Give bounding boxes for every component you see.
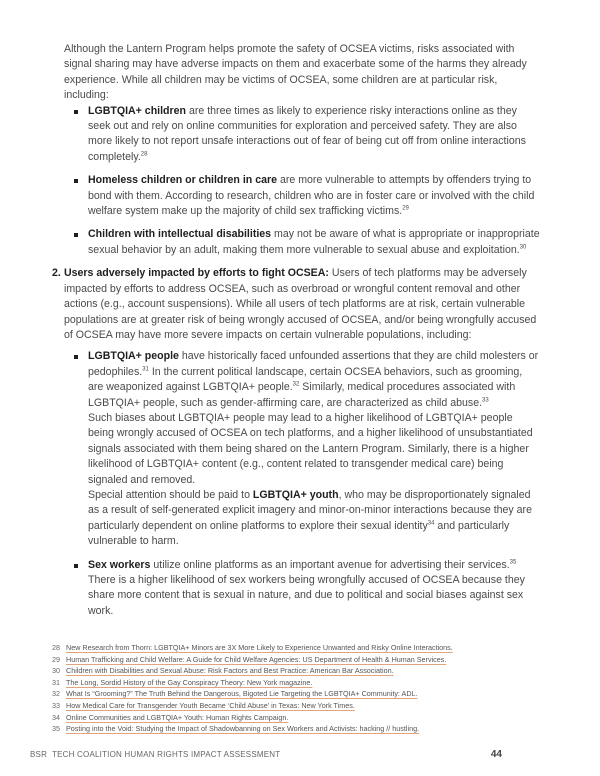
footnote-32: 32 What Is “Grooming?” The Truth Behind the Dangerous, Bigoted Lie Targeting the LGBTQIA+ Community: ADL. (52, 689, 418, 699)
footnote-ref[interactable]: 28 (140, 151, 148, 158)
footnote-link[interactable]: Online Communities and LGBTQIA+ Youth: Human Rights Campaign. (66, 712, 289, 722)
footnote-link[interactable]: How Medical Care for Transgender Youth Became ‘Child Abuse’ in Texas: New York Times. (66, 700, 355, 710)
footnote-link[interactable]: New Research from Thorn: LGBTQIA+ Minors are 3X More Likely to Experience Unwanted and Risky Online Interactions. (66, 643, 453, 652)
at-risk-children-list (64, 104, 540, 259)
footnote-link[interactable]: Posting into the Void: Studying the Impact of Shadowbanning on Sex Workers and Activists: hacking // hustling. (66, 724, 420, 734)
footnote-link[interactable]: The Long, Sordid History of the Gay Conspiracy Theory: New York magazine. (66, 677, 313, 687)
list-item-intellectual-disabilities: Children with intellectual disabilities may not be aware of what is appropriate or inappropriate sexual behavior by an adult, making them more vulnerable to sexual abuse and exploitation.$^{30}$ (88, 227, 540, 258)
page-footer (30, 750, 502, 759)
footnote-ref[interactable]: 35 (509, 559, 517, 566)
bullet-heading: Homeless children or children in care (88, 174, 277, 187)
footnote-link[interactable]: Children with Disabilities and Sexual Abuse: Risk Factors and Best Practice: American Bar Association. (66, 666, 394, 676)
footnote-35: 35 Posting into the Void: Studying the Impact of Shadowbanning on Sex Workers and Activists: hacking // hustling. (52, 724, 420, 734)
section-2-heading: Users adversely impacted by efforts to fight OCSEA: (64, 267, 329, 280)
footnote-ref[interactable]: 33 (482, 397, 489, 403)
footnote-link[interactable]: What Is “Grooming?” The Truth Behind the Dangerous, Bigoted Lie Targeting the LGBTQIA+ Community: ADL. (66, 689, 418, 699)
bullet-heading: LGBTQIA+ people (88, 350, 179, 363)
list-item-lgbtqia-children: LGBTQIA+ children are three times as likely to experience risky interactions online as they seek out and rely on online communities for exploration and perceived safety. They are also more likely to not report unsafe interactions out of fear of being cut off from online interactions completely.$^{28}$ (88, 104, 540, 166)
footnote-28: 28 New Research from Thorn: LGBTQIA+ Minors are 3X More Likely to Experience Unwanted and Risky Online Interactions. (52, 643, 453, 652)
bullet-heading: LGBTQIA+ children (88, 104, 187, 117)
list-item-homeless-children: Homeless children or children in care are more vulnerable to attempts by offenders trying to bond with them. According to research, children who are in foster care or involved with the child welfare system make up the majority of child sex trafficking victims.$^{29}$ (88, 173, 540, 219)
section-2-paragraph: Users adversely impacted by efforts to fight OCSEA: Users of tech platforms may be adversely impacted by efforts to address OCSEA, such as overbroad or wrongful content removal and other actions (e.g., account suspensions). While all users of tech platforms are at risk, certain vulnerable populations are at greater risk of being wrongly accused of OCSEA, and/or being wrongfully accused of OCSEA may have more severe impacts on certain vulnerable populations, including: (64, 267, 537, 341)
footnote-ref[interactable]: 31 (142, 366, 149, 373)
biases-paragraph: Such biases about LGBTQIA+ people may lead to a higher likelihood of LGBTQIA+ people being wrongly accused of OCSEA on tech platforms, and a higher likelihood of unsubstantiated signals associated with them being shared on the Lantern Program. Similarly, there is a higher likelihood of LGBTQIA+ content (e.g., content related to transgender medical care) being signaled and removed. (88, 411, 533, 486)
footnote-ref[interactable]: 34 (427, 520, 435, 527)
affected-users-list (64, 349, 540, 619)
list-item-lgbtqia-people: LGBTQIA+ people have historically faced unfounded assertions that they are child molesters or pedophiles.$^{31}$ In the current political landscape, certain OCSEA behaviors, such as grooming, are weaponized against LGBTQIA+ people.$^{32}$ Similarly, medical procedures associated with LGBTQIA+ people, such as gender-affirming care, are characterized as child abuse.$^{33}$ Such biases about LGBTQIA+ people may lead to a higher likelihood of LGBTQIA+ people being wrongly accused of OCSEA on tech platforms, and a higher likelihood of unsubstantiated signals associated with them being shared on the Lantern Program. Similarly, there is a higher likelihood of LGBTQIA+ content (e.g., content related to transgender medical care) being signaled and removed. Special attention should be paid to LGBTQIA+ youth, who may be disproportionately signaled as a result of self-generated explicit imagery and minor-on-minor interactions because they are particularly dependent on online platforms to explore their sexual identity$^{34}$ and particularly vulnerable to harm. (88, 349, 540, 549)
footnote-30: 30 Children with Disabilities and Sexual Abuse: Risk Factors and Best Practice: American Bar Association. (52, 666, 394, 676)
page-number: 44 (490, 749, 502, 760)
footnote-31: 31 The Long, Sordid History of the Gay Conspiracy Theory: New York magazine. (52, 677, 313, 687)
footer-org: BSR (30, 750, 48, 759)
footnote-ref[interactable]: 30 (519, 244, 527, 251)
bullet-heading: Sex workers (88, 558, 151, 571)
footnote-link[interactable]: Human Trafficking and Child Welfare: A Guide for Child Welfare Agencies: US Department of Health & Human Services. (66, 654, 447, 664)
intro-paragraph: Although the Lantern Program helps promote the safety of OCSEA victims, risks associated with signal sharing may have adverse impacts on them and exacerbate some of the harms they already experience. While all children may be victims of OCSEA, some children are at particular risk, including: (64, 43, 527, 102)
lgbtqia-youth-paragraph: Special attention should be paid to LGBTQIA+ youth, who may be disproportionately signaled as a result of self-generated explicit imagery and minor-on-minor interactions because they are particularly dependent on online platforms to explore their sexual identity$^{34}$ and particularly vulnerable to harm. (88, 488, 532, 548)
numbered-item-2 (52, 266, 540, 619)
list-item-sex-workers: Sex workers utilize online platforms as an important avenue for advertising their services.$^{35}$ There is a higher likelihood of sex workers being wrongfully accused of OCSEA because they share more content that is sexual in nature, and due to political and social biases against sex work. (88, 558, 540, 620)
item-number: 2. (52, 267, 61, 280)
footnotes (52, 642, 552, 735)
footnote-ref[interactable]: 32 (292, 381, 300, 388)
footnote-34: 34 Online Communities and LGBTQIA+ Youth: Human Rights Campaign. (52, 712, 289, 722)
footnote-ref[interactable]: 29 (402, 205, 409, 212)
bullet-heading: Children with intellectual disabilities (88, 228, 272, 241)
footnote-29: 29 Human Trafficking and Child Welfare: A Guide for Child Welfare Agencies: US Department of Health & Human Services. (52, 654, 447, 664)
main-content (52, 42, 540, 627)
footer-title: TECH COALITION HUMAN RIGHTS IMPACT ASSESSMENT (52, 750, 281, 759)
footnote-33: 33 How Medical Care for Transgender Youth Became ‘Child Abuse’ in Texas: New York Times. (52, 700, 355, 710)
